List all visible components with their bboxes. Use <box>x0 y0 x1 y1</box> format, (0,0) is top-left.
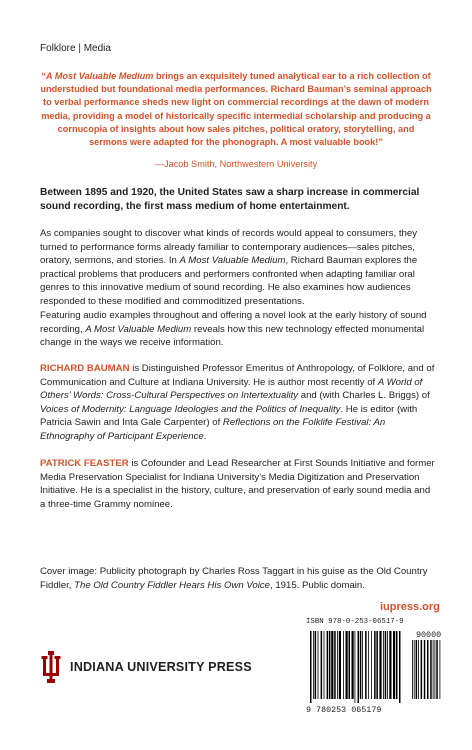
quote-attribution: —Jacob Smith, Northwestern University <box>154 159 318 169</box>
barcode-digits: 9 780253 065179 <box>306 705 382 715</box>
description-paragraph-2 <box>40 309 435 350</box>
description-paragraph-1 <box>40 227 435 309</box>
cover-credit-text-b: , 1915. Public domain. <box>270 579 365 591</box>
quote-text: brings an exquisitely tuned analytical ear to a rich collection of understudied but foundational media performances. Richard Bauman’s seminal approach to verbal performance sheds new light on commercial recordings at the dawn of modern media, providing a model of historically specific intermedial scholarship and producing a cornucopia of insights about how sales pitches, political oratory, storytelling, and sermons were adapted for the phonograph. A most valuable book!” <box>40 71 432 148</box>
publisher-url[interactable]: iupress.org <box>380 601 440 613</box>
description-1-text-b: , Richard Bauman explores the practical problems that producers and performers confronted when adapting familiar oral genres to this innovative medium of sound recording. He also examines how audiences responded to these modified and commoditized presentations. <box>40 255 418 307</box>
description-2-title: A Most Valuable Medium <box>85 323 192 335</box>
endorsement-quote <box>40 70 432 149</box>
bio-1-text-b: and (with Charles L. Briggs) of <box>298 390 430 402</box>
open-quote: “ <box>41 71 46 81</box>
lead-paragraph: Between 1895 and 1920, the United States saw a sharp increase in commercial sound recording, the first mass medium of home entertainment. <box>40 187 420 213</box>
bio-1-text-a: is Distinguished Professor Emeritus of Anthropology, of Folklore, and of Communication and Culture at Indiana University. He is author most recently of <box>40 363 435 388</box>
publisher-logo <box>40 651 252 683</box>
description-1-text-a: As companies sought to discover what kinds of records would appeal to consumers, they turned to performance forms already familiar to contemporary audiences—sales pitches, oratory, sermons, and stories. In <box>40 228 418 267</box>
author-name-feaster: PATRICK FEASTER <box>40 458 129 469</box>
author-bio-feaster <box>40 457 435 511</box>
bio-2-text: is Cofounder and Lead Researcher at First Sounds Initiative and former Media Preservation Specialist for Indiana University’s Media Digitization and Preservation Initiative. He is a specialist in the history, culture, and preservation of early sound media and a three-time Grammy nominee. <box>40 458 435 510</box>
iu-trident-icon <box>40 651 62 683</box>
bio-1-title-1: A World of Others’ Words: Cross-Cultural Perspectives on Intertextuality <box>40 376 423 402</box>
description-2-text-a: Featuring audio examples throughout and offering a novel look at the early history of sound recording, <box>40 310 427 335</box>
cover-credit-title: The Old Country Fiddler Hears His Own Voice <box>74 579 270 591</box>
addon-code: 90000 <box>416 630 442 640</box>
cover-credit <box>40 565 435 592</box>
description-2-text-b: reveals how this new technology effected monumental change in the ways we receive information. <box>40 323 425 349</box>
publisher-name: INDIANA UNIVERSITY PRESS <box>70 660 252 674</box>
category-label: Folklore | Media <box>40 43 111 54</box>
author-name-bauman: RICHARD BAUMAN <box>40 363 130 374</box>
bio-1-title-3: Reflections on the Folklife Festival: An Ethnography of Participant Experience <box>40 417 386 442</box>
isbn-barcode <box>306 629 446 705</box>
bio-1-text-d: . <box>203 430 207 442</box>
bio-1-title-2: Voices of Modernity: Language Ideologies and the Politics of Inequality <box>40 403 341 415</box>
bio-1-text-c: . He is editor (with Patricia Sawin and Inta Gale Carpenter) of <box>40 403 418 429</box>
cover-credit-text-a: Cover image: Publicity photograph by Charles Ross Taggart in his guise as the Old Country Fiddler, <box>40 566 428 591</box>
description-1-title: A Most Valuable Medium <box>179 255 286 267</box>
author-bio-bauman <box>40 362 435 444</box>
quote-book-title: A Most Valuable Medium <box>45 71 154 81</box>
isbn-label <box>306 618 436 626</box>
isbn-number: ISBN 978-0-253-06517-9 <box>306 618 404 626</box>
